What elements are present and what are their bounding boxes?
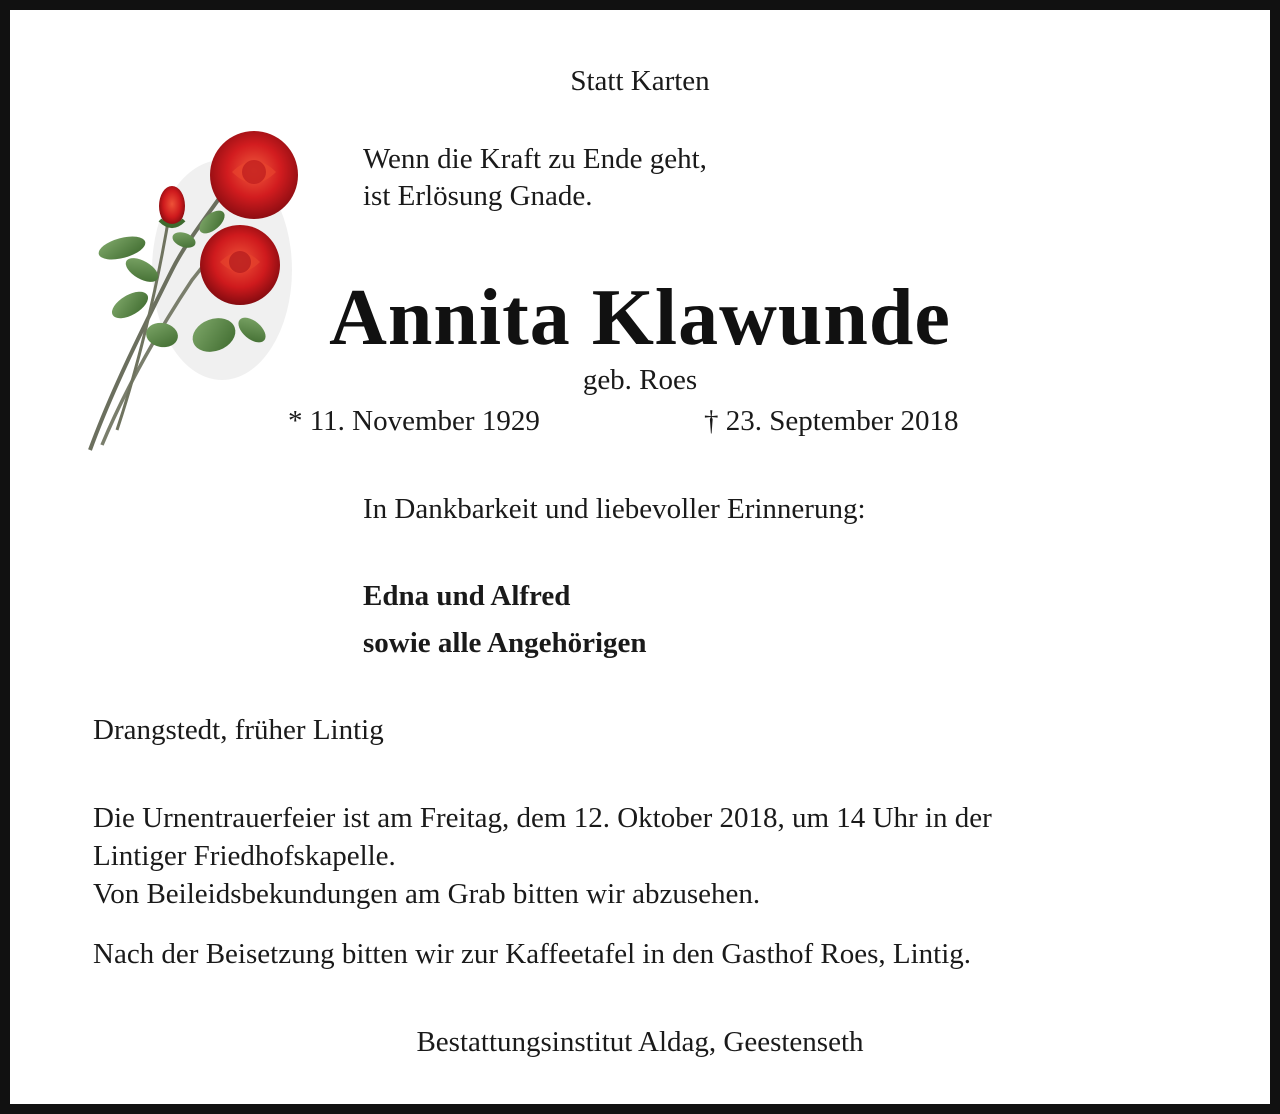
ceremony-line-3: Von Beileidsbekundungen am Grab bitten wir abzusehen. (93, 878, 761, 910)
mourners-line-1: Edna und Alfred (363, 580, 571, 612)
ceremony-line-2: Lintiger Friedhofskapelle. (93, 840, 396, 872)
death-date: † 23. September 2018 (704, 405, 959, 437)
quote-line-2: ist Erlösung Gnade. (363, 180, 593, 212)
dedication-line: In Dankbarkeit und liebevoller Erinnerung: (363, 493, 866, 525)
ceremony-line-1: Die Urnentrauerfeier ist am Freitag, dem 12. Oktober 2018, um 14 Uhr in der (93, 802, 992, 834)
reception-line: Nach der Beisetzung bitten wir zur Kaffeetafel in den Gasthof Roes, Lintig. (93, 938, 972, 970)
location-line: Drangstedt, früher Lintig (93, 714, 384, 746)
deceased-name: Annita Klawunde (329, 274, 951, 362)
mourners-line-2: sowie alle Angehörigen (363, 627, 647, 659)
statt-karten-heading: Statt Karten (570, 65, 710, 97)
funeral-home: Bestattungsinstitut Aldag, Geestenseth (416, 1026, 864, 1058)
birth-date: * 11. November 1929 (288, 405, 540, 437)
quote-line-1: Wenn die Kraft zu Ende geht, (363, 143, 707, 175)
maiden-name: geb. Roes (582, 364, 698, 396)
